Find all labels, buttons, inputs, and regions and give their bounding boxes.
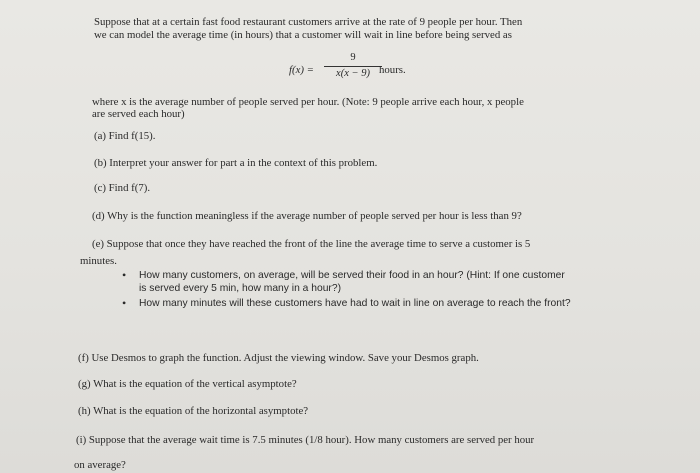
- part-b: (b) Interpret your answer for part a in the context of this problem.: [94, 157, 378, 169]
- bullet-dot-1: •: [122, 268, 127, 282]
- part-h: (h) What is the equation of the horizontal asymptote?: [78, 405, 309, 417]
- fraction-bar: [324, 66, 382, 67]
- part-g: (g) What is the equation of the vertical asymptote?: [78, 378, 297, 390]
- part-d: (d) Why is the function meaningless if the average number of people served per hour is less than 9?: [92, 210, 522, 222]
- formula-lhs: f(x) =: [289, 64, 314, 76]
- part-i-line-1: (i) Suppose that the average wait time is 7.5 minutes (1/8 hour). How many customers are served per hour: [76, 434, 535, 446]
- bullet-2-line-1: How many minutes will these customers have had to wait in line on average to reach the front?: [139, 298, 571, 309]
- formula-numerator: 9: [350, 52, 356, 63]
- bullet-1-line-2: is served every 5 min, how many in a hour?): [139, 283, 342, 294]
- part-e-line-1: (e) Suppose that once they have reached the front of the line the average time to serve a customer is 5: [92, 238, 531, 250]
- bullet-dot-2: •: [122, 296, 127, 310]
- part-a: (a) Find f(15).: [94, 130, 156, 142]
- formula-unit: hours.: [379, 64, 406, 76]
- where-line-1: where x is the average number of people served per hour. (Note: 9 people arrive each hour, x people: [92, 96, 524, 108]
- part-c: (c) Find f(7).: [94, 182, 151, 194]
- intro-line-2: we can model the average time (in hours) that a customer will wait in line before being served as: [94, 29, 512, 41]
- bullet-1-line-1: How many customers, on average, will be served their food in an hour? (Hint: If one customer: [139, 270, 565, 281]
- part-f: (f) Use Desmos to graph the function. Adjust the viewing window. Save your Desmos graph.: [78, 352, 479, 364]
- intro-line-1: Suppose that at a certain fast food restaurant customers arrive at the rate of 9 people per hour. Then: [94, 16, 523, 28]
- part-i-line-2: on average?: [74, 459, 126, 471]
- where-line-2: are served each hour): [92, 108, 185, 120]
- formula-denominator: x(x − 9): [336, 68, 370, 79]
- part-e-line-2: minutes.: [80, 255, 117, 267]
- formula-fraction: [324, 52, 382, 84]
